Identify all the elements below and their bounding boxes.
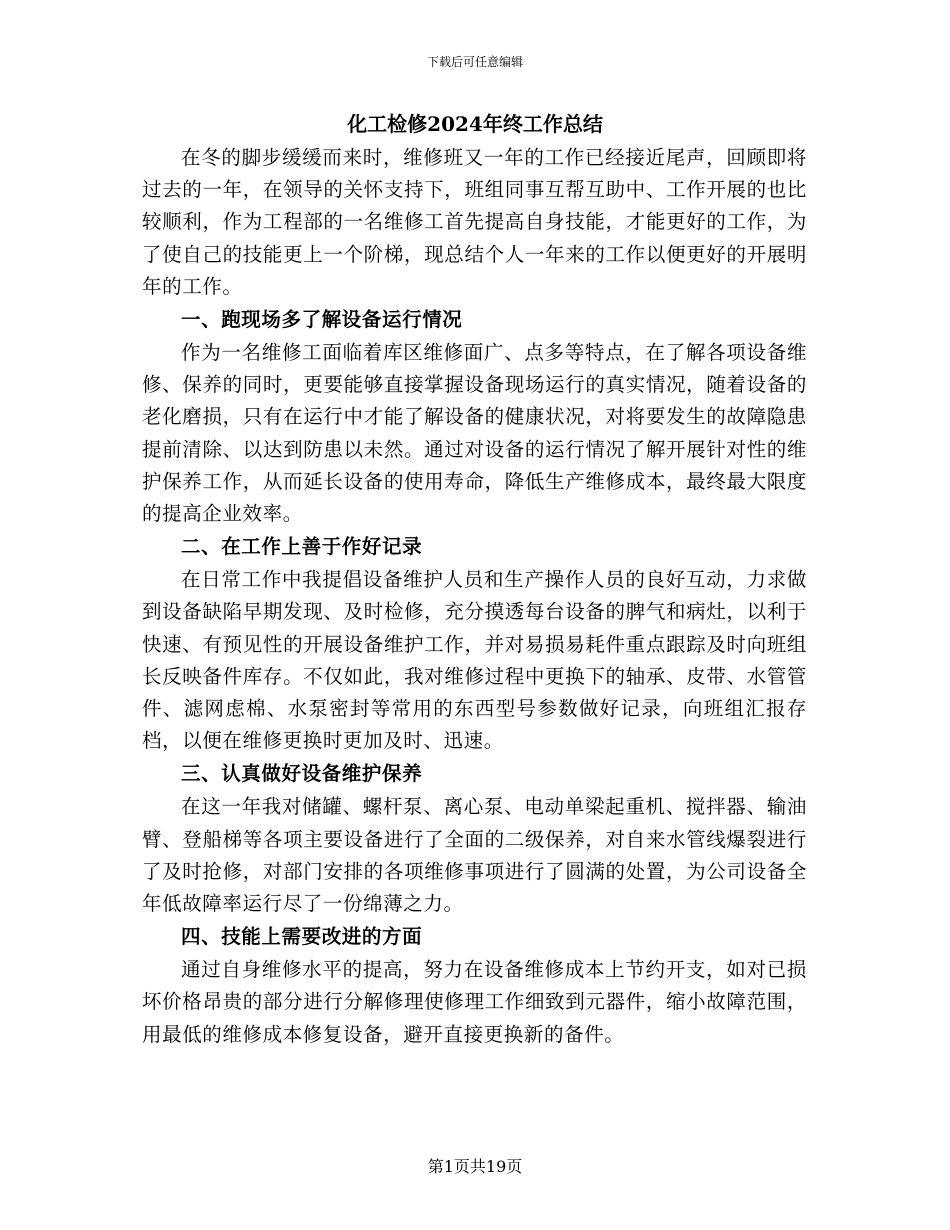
- document-title: 化工检修2024年终工作总结: [347, 112, 603, 136]
- section-body-3: 在这一年我对储罐、螺杆泵、离心泵、电动单梁起重机、搅拌器、输油臂、登船梯等各项主要设备进行了全面的二级保养，对自来水管线爆裂进行了及时抢修，对部门安排的各项维修事项进行了圆满的处置，为公司设备全年低故障率运行尽了一份绵薄之力。: [142, 795, 807, 916]
- page-number: 第1页共19页: [427, 1157, 523, 1176]
- section-body-4: 通过自身维修水平的提高，努力在设备维修成本上节约开支，如对已损坏价格昂贵的部分进行分解修理使修理工作细致到元器件，缩小故障范围，用最低的维修成本修复设备，避开直接更换新的备件。: [142, 958, 807, 1046]
- section-heading-4: 四、技能上需要改进的方面: [181, 925, 423, 949]
- document-body: [142, 142, 807, 1051]
- intro-paragraph: 在冬的脚步缓缓而来时，维修班又一年的工作已经接近尾声，回顾即将过去的一年，在领导的关怀支持下，班组同事互帮互助中、工作开展的也比较顺利，作为工程部的一名维修工首先提高自身技能，才能更好的工作，为了使自己的技能更上一个阶梯，现总结个人一年来的工作以便更好的开展明年的工作。: [142, 146, 807, 298]
- section-body-1: 作为一名维修工面临着库区维修面广、点多等特点，在了解各项设备维修、保养的同时，更要能够直接掌握设备现场运行的真实情况，随着设备的老化磨损，只有在运行中才能了解设备的健康状况，对将要发生的故障隐患提前清除、以达到防患以未然。通过对设备的运行情况了解开展针对性的维护保养工作，从而延长设备的使用寿命，降低生产维修成本，最终最大限度的提高企业效率。: [142, 341, 807, 526]
- section-heading-1: 一、跑现场多了解设备运行情况: [181, 308, 463, 332]
- header-note: 下载后可任意编辑: [426, 55, 523, 69]
- section-heading-3: 三、认真做好设备维护保养: [181, 762, 423, 786]
- section-body-2: 在日常工作中我提倡设备维护人员和生产操作人员的良好互动，力求做到设备缺陷早期发现、及时检修，充分摸透每台设备的脾气和病灶，以利于快速、有预见性的开展设备维护工作，并对易损易耗件重点跟踪及时向班组长反映备件库存。不仅如此，我对维修过程中更换下的轴承、皮带、水管管件、滤网虑棉、水泵密封等常用的东西型号参数做好记录，向班组汇报存档，以便在维修更换时更加及时、迅速。: [142, 568, 807, 753]
- section-heading-2: 二、在工作上善于作好记录: [181, 535, 423, 559]
